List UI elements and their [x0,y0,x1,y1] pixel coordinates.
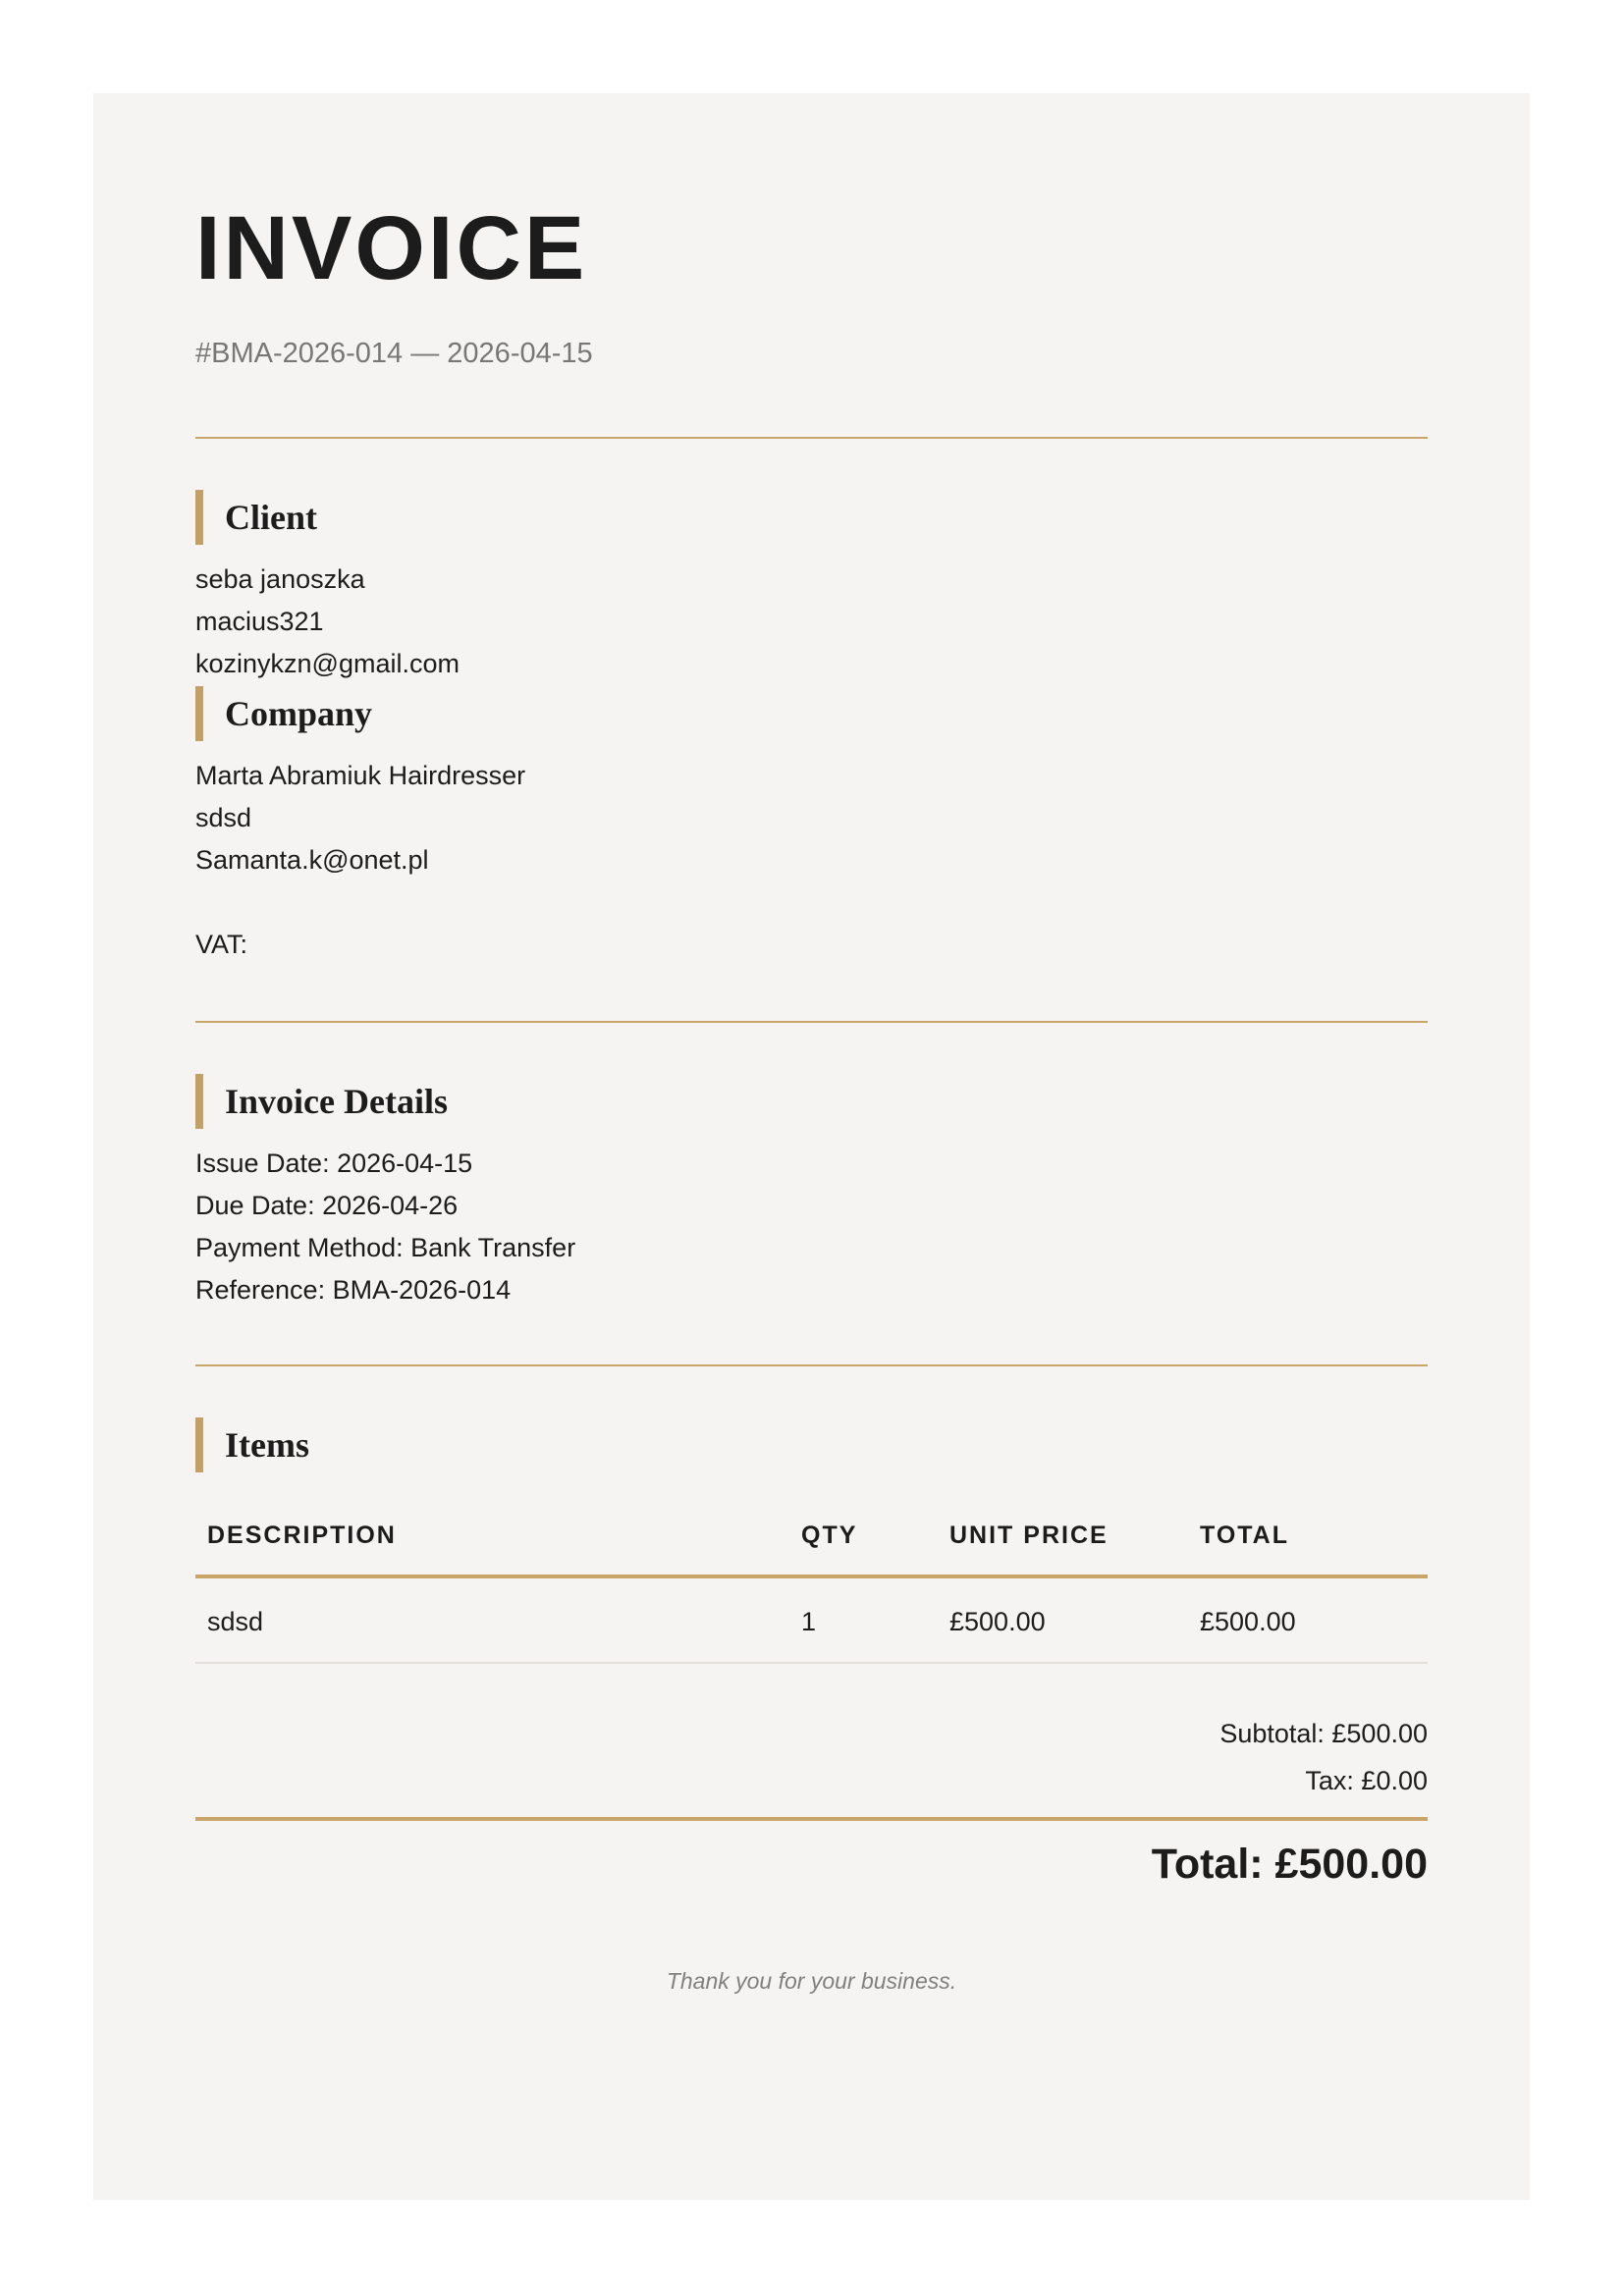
company-heading [195,686,372,741]
column-header-unit-price: UNIT PRICE [949,1522,1109,1549]
heading-accent-bar [195,490,203,545]
items-heading-label: Items [225,1425,309,1465]
company-info [195,755,525,966]
grand-total: Total: £500.00 [1151,1841,1428,1888]
details-heading-label: Invoice Details [225,1082,448,1121]
column-header-description: DESCRIPTION [207,1522,397,1549]
column-header-qty: QTY [801,1522,858,1549]
company-heading-label: Company [225,694,373,733]
subtotal: Subtotal: £500.00 [1219,1719,1428,1748]
section-divider [195,437,1428,439]
item-qty: 1 [801,1607,817,1636]
invoice-details [195,1143,575,1311]
section-divider [195,1364,1428,1366]
issue-date: Issue Date: 2026-04-15 [195,1148,473,1178]
thank-you-note: Thank you for your business. [666,1968,957,1994]
section-divider [195,1021,1428,1023]
blank-line [195,881,525,924]
invoice-content [195,93,1428,2200]
tax: Tax: £0.00 [1305,1766,1428,1795]
client-username: macius321 [195,607,324,636]
row-divider [195,1662,1428,1664]
client-info [195,559,460,685]
payment-method: Payment Method: Bank Transfer [195,1233,576,1262]
due-date: Due Date: 2026-04-26 [195,1191,459,1220]
reference: Reference: BMA-2026-014 [195,1275,512,1305]
client-heading [195,490,317,545]
company-email: Samanta.k@onet.pl [195,845,429,875]
heading-accent-bar [195,1417,203,1472]
table-header-rule [195,1575,1428,1578]
heading-accent-bar [195,1074,203,1129]
items-heading [195,1417,309,1472]
item-total: £500.00 [1200,1607,1296,1636]
invoice-title: INVOICE [195,198,588,298]
company-vat: VAT: [195,930,248,959]
item-unit-price: £500.00 [949,1607,1046,1636]
invoice-sheet [93,93,1530,2200]
totals-rule [195,1817,1428,1821]
company-name: Marta Abramiuk Hairdresser [195,761,526,790]
client-heading-label: Client [225,498,317,537]
details-heading [195,1074,448,1129]
item-description: sdsd [207,1607,264,1636]
client-email: kozinykzn@gmail.com [195,649,460,678]
client-name: seba janoszka [195,564,365,594]
heading-accent-bar [195,686,203,741]
column-header-total: TOTAL [1200,1522,1290,1549]
company-line-2: sdsd [195,803,252,832]
invoice-number-and-date: #BMA-2026-014 — 2026-04-15 [195,338,593,369]
